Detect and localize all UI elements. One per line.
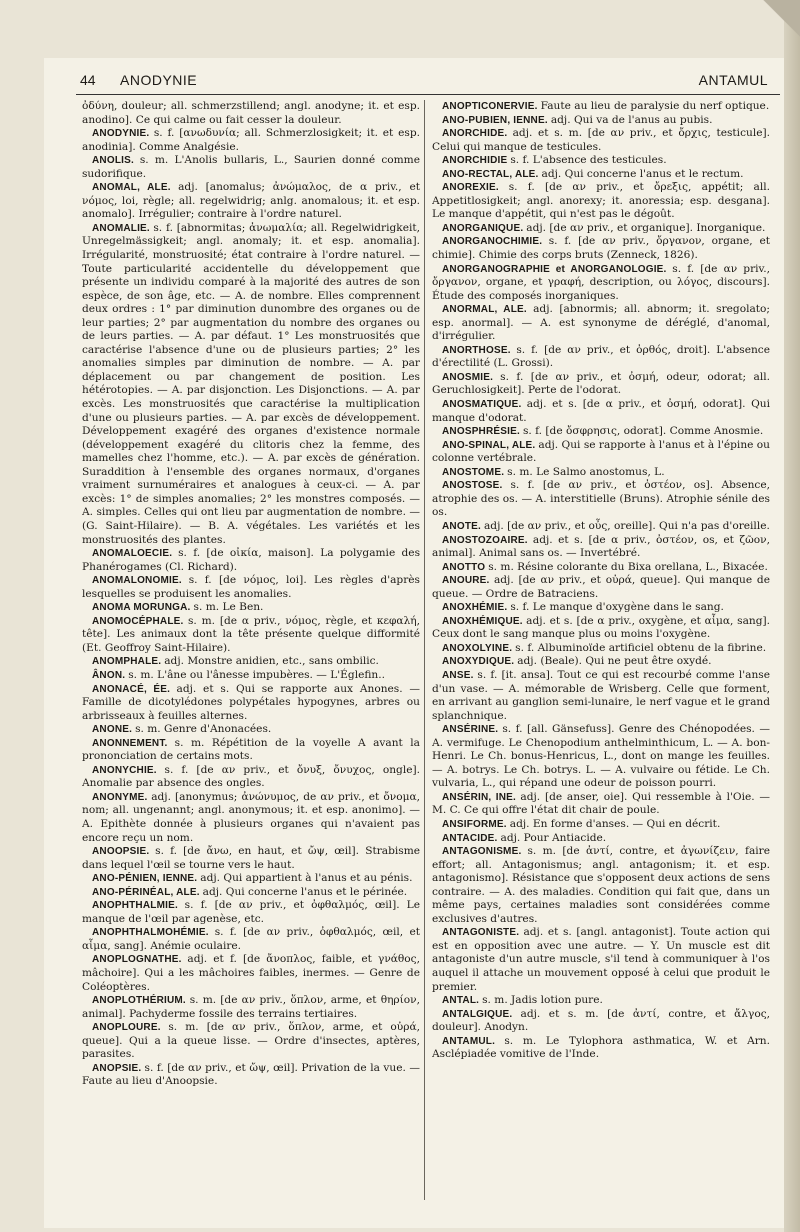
dictionary-entry bbox=[82, 655, 420, 669]
dictionary-entry bbox=[432, 832, 770, 846]
entry-headword: ANSE. bbox=[442, 669, 474, 681]
entry-text: s. f. [de αν priv., et ὀσμή, odeur, odorat; all. Geruchlosigkeit]. Perte de l'odorat. bbox=[432, 370, 770, 397]
entry-text: adj. et s. m. [de ἀντί, contre, et ἄλγος, douleur]. Anodyn. bbox=[432, 1007, 770, 1034]
entry-text: s. m. Résine colorante du Bixa orellana, L., Bixacée. bbox=[488, 560, 768, 573]
dictionary-entry bbox=[432, 263, 770, 304]
entry-headword: ANONNEMENT. bbox=[92, 737, 168, 749]
entry-text: s. f. [de αν priv., et ὄνυξ, ὄνυχος, ongle]. Anomalie par absence des ongles. bbox=[82, 763, 420, 790]
entry-headword: ANO-PÉNIEN, IENNE. bbox=[92, 873, 198, 885]
dictionary-entry bbox=[432, 425, 770, 439]
dictionary-entry bbox=[432, 845, 770, 926]
entry-text: adj. et s. m. [de αν priv., et ὄρχις, testicule]. Celui qui manque de testicules. bbox=[432, 127, 770, 153]
entry-headword: ANOMOCÉPHALE. bbox=[92, 615, 184, 627]
dictionary-entry bbox=[432, 723, 770, 791]
dictionary-entry bbox=[432, 1035, 770, 1062]
entry-text: s. m. Jadis lotion pure. bbox=[482, 994, 603, 1007]
dictionary-entry bbox=[82, 994, 420, 1021]
page-corner-shadow bbox=[740, 0, 800, 60]
dictionary-entry bbox=[82, 737, 420, 764]
dictionary-entry bbox=[82, 574, 420, 601]
entry-text: adj. et f. [de ἄνοπλος, faible, et γνάθος, mâchoire]. Qui a les mâchoires faibles, inermes. — Genre de Coléoptères. bbox=[82, 953, 420, 993]
entry-headword: ANSIFORME. bbox=[442, 818, 507, 830]
dictionary-entry bbox=[432, 655, 770, 669]
entry-headword: ANTAGONISME. bbox=[442, 846, 522, 858]
entry-headword: ANO-RECTAL, ALE. bbox=[442, 168, 539, 180]
page-number: 44 bbox=[80, 72, 96, 88]
running-head-left: ANODYNIE bbox=[120, 72, 198, 88]
entry-headword: ANOXYDIQUE. bbox=[442, 656, 515, 668]
entry-headword: ANOSMATIQUE. bbox=[442, 399, 522, 411]
entry-headword: ANTACIDE. bbox=[442, 832, 498, 844]
entry-headword: ANOPTICONERVIE. bbox=[442, 101, 538, 112]
dictionary-entry bbox=[82, 791, 420, 845]
entry-headword: ANOSMIE. bbox=[442, 371, 494, 383]
entry-text: s. m. Répétition de la voyelle A avant la prononciation de certains mots. bbox=[82, 736, 420, 763]
dictionary-entry bbox=[82, 872, 420, 886]
entry-text: s. f. [de αν priv., et ὤψ, œil]. Privation de la vue. — Faute au lieu d'Anoopsie. bbox=[82, 1061, 420, 1088]
dictionary-entry bbox=[82, 669, 420, 683]
entry-headword: ANOXOLYINE. bbox=[442, 642, 513, 654]
entry-text: s. m. Le Ben. bbox=[193, 601, 264, 614]
entry-headword: ANOPHTHALMIE. bbox=[92, 900, 178, 912]
entry-headword: ANORGANIQUE. bbox=[442, 222, 524, 234]
entry-text: adj. En forme d'anses. — Qui en décrit. bbox=[509, 817, 721, 830]
dictionary-entry bbox=[432, 100, 770, 114]
dictionary-entry bbox=[82, 127, 420, 154]
dictionary-entry bbox=[432, 168, 770, 182]
dictionary-entry bbox=[82, 926, 420, 953]
dictionary-entry bbox=[82, 154, 420, 181]
entry-text: adj. et s. Qui se rapporte aux Anones. — Famille de dicotylédones polypétales hypogynes, arbres ou arbrisseaux à feuilles alternes. bbox=[82, 682, 420, 722]
entry-text: s. f. Albuminoïde artificiel obtenu de la fibrine. bbox=[515, 641, 767, 654]
entry-text: s. f. [de αν priv., et ὀστέον, os]. Absence, atrophie des os. — A. interstitielle (Bruns). Atrophie sénile des os. bbox=[432, 479, 770, 519]
entry-text: s. f. L'absence des testicules. bbox=[510, 154, 667, 167]
entry-headword: ANTAGONISTE. bbox=[442, 927, 520, 939]
dictionary-entry bbox=[432, 479, 770, 520]
dictionary-entry bbox=[82, 1021, 420, 1062]
entry-text: s. m. [de ἀντί, contre, et ἀγωνίζειν, faire effort; all. Antagonismus; angl. antagonism; it. et esp. antagonismo]. Résistance que s'opposent deux actions de sens contraire. — A. des maladies. Condition qui fait que, dans un même pays, certaines maladies sont considérées comme exclusives d'autres. bbox=[432, 845, 770, 925]
entry-headword: ANOLIS. bbox=[92, 155, 134, 167]
entry-headword: ANOMALOECIE. bbox=[92, 548, 173, 560]
column-divider bbox=[424, 100, 425, 1200]
entry-headword: ANOPLOTHÉRIUM. bbox=[92, 995, 186, 1007]
dictionary-entry bbox=[82, 100, 420, 127]
dictionary-entry bbox=[82, 1062, 420, 1089]
entry-headword: ANOSPHRÉSIE. bbox=[442, 426, 520, 438]
entry-headword: ANOURE. bbox=[442, 575, 490, 587]
entry-text: s. f. [all. Gänsefuss]. Genre des Chénopodées. — A. vermifuge. Le Chenopodium anthelminthicum, L. — A. bon-Henri. Le Ch. bonus-Henricus, L., dont on mange les feuilles. — A. botrys. Le Ch. botrys. L. — A. vulvaire ou fétide. Le Ch. vulvaria, L., qui répand une odeur de poisson pourri. bbox=[432, 723, 770, 790]
entry-text: s. m. L'âne ou l'ânesse impubères. — L'Églefin.. bbox=[128, 668, 385, 681]
entry-text: s. f. [de αν priv., ὄργανον, organe, et γραφή, description, ou λόγος, discours]. Étude des composés inorganiques. bbox=[432, 262, 770, 302]
dictionary-entry bbox=[432, 371, 770, 398]
entry-headword: ANORCHIDE. bbox=[442, 128, 508, 140]
dictionary-entry bbox=[432, 926, 770, 994]
dictionary-entry bbox=[432, 181, 770, 222]
dictionary-entry bbox=[432, 615, 770, 642]
entry-headword: ANOMALIE. bbox=[92, 222, 150, 234]
dictionary-entry bbox=[432, 791, 770, 818]
entry-headword: ANTALGIQUE. bbox=[442, 1008, 513, 1020]
entry-text: s. m. Le Tylophora asthmatica, W. et Arn. Asclépiadée vomitive de l'Inde. bbox=[432, 1034, 770, 1061]
entry-text: s. f. [de ἄνω, en haut, et ὤψ, œil]. Strabisme dans lequel l'œil se tourne vers le haut. bbox=[82, 845, 420, 871]
dictionary-entry bbox=[432, 601, 770, 615]
entry-headword: ANOPSIE. bbox=[92, 1062, 142, 1074]
entry-headword: ANOPLOURE. bbox=[92, 1022, 161, 1034]
entry-text: adj. et s. [de α priv., ὀστέον, os, et ζῶον, animal]. Animal sans os. — Invertébré. bbox=[432, 533, 770, 560]
dictionary-entry bbox=[432, 439, 770, 466]
dictionary-entry bbox=[432, 669, 770, 723]
entry-headword: ANOMPHALE. bbox=[92, 656, 162, 668]
entry-text: adj. [abnormis; all. abnorm; it. sregolato; esp. anormal]. — A. est synonyme de déréglé, d'anomal, d'irrégulier. bbox=[432, 303, 770, 343]
dictionary-entry bbox=[432, 534, 770, 561]
entry-headword: ANOMA MORUNGA. bbox=[92, 602, 191, 614]
entry-headword: ANONYME. bbox=[92, 791, 148, 803]
entry-text: s. m. [de αν priv., ὅπλον, arme, et θηρίον, animal]. Pachyderme fossile des terrains tertiaires. bbox=[82, 994, 420, 1020]
entry-headword: ANOSTOZOAIRE. bbox=[442, 534, 528, 546]
entry-headword: ANOSTOME. bbox=[442, 466, 505, 478]
entry-text: adj. [anomalus; ἀνώμαλος, de α priv., et νόμος, loi, règle; all. regelwidrig; anlg. anomalous; it. et esp. anomalo]. Irrégulier; contraire à l'ordre naturel. bbox=[82, 181, 420, 221]
entry-text: s. f. Le manque d'oxygène dans le sang. bbox=[510, 601, 724, 614]
entry-headword: ÂNON. bbox=[92, 669, 126, 681]
entry-headword: ANOOPSIE. bbox=[92, 846, 150, 858]
entry-headword: ANSÉRINE. bbox=[442, 724, 499, 736]
entry-text: adj. et s. [angl. antagonist]. Toute action qui est en opposition avec une autre. — Y. Un muscle est dit antagoniste d'un autre muscle, s'il tend à communiquer à l'os auquel il attache un mouvement opposé à celui que produit le premier. bbox=[432, 926, 770, 993]
dictionary-entry bbox=[82, 222, 420, 547]
entry-text: adj. Qui concerne l'anus et le rectum. bbox=[541, 167, 744, 180]
entry-headword: ANOMALONOMIE. bbox=[92, 575, 182, 587]
dictionary-entry bbox=[82, 615, 420, 656]
entry-headword: ANTAL. bbox=[442, 995, 480, 1007]
dictionary-entry bbox=[82, 683, 420, 724]
dictionary-entry bbox=[432, 154, 770, 168]
dictionary-entry bbox=[432, 574, 770, 601]
dictionary-entry bbox=[432, 818, 770, 832]
entry-headword: ANOTTO bbox=[442, 561, 486, 573]
dictionary-entry bbox=[82, 764, 420, 791]
dictionary-entry bbox=[432, 114, 770, 128]
dictionary-entry bbox=[82, 845, 420, 872]
entry-text: Faute au lieu de paralysie du nerf optique. bbox=[540, 100, 770, 112]
entry-text: adj. Monstre anidien, etc., sans ombilic. bbox=[164, 655, 379, 668]
entry-headword: ANONYCHIE. bbox=[92, 764, 157, 776]
dictionary-entry bbox=[432, 466, 770, 480]
entry-text: s. f. [de αν priv., et ὀρθός, droit]. L'absence d'érectilité (L. Grossi). bbox=[432, 343, 770, 370]
entry-headword: ANORMAL, ALE. bbox=[442, 304, 527, 316]
book-edge bbox=[784, 0, 800, 1232]
entry-text: s. f. [ανωδυνία; all. Schmerzlosigkeit; it. et esp. anodinia]. Comme Analgésie. bbox=[82, 127, 420, 153]
entry-headword: ANO-SPINAL, ALE. bbox=[442, 439, 536, 451]
dictionary-entry bbox=[82, 181, 420, 222]
dictionary-entry bbox=[82, 601, 420, 615]
entry-headword: ANTAMUL. bbox=[442, 1035, 496, 1047]
entry-text: adj. Qui concerne l'anus et le périnée. bbox=[202, 885, 408, 898]
dictionary-entry bbox=[432, 235, 770, 262]
entry-text: s. f. [de οἰκία, maison]. La polygamie des Phanérogames (Cl. Richard). bbox=[82, 547, 420, 573]
entry-headword: ANOMAL, ALE. bbox=[92, 182, 171, 194]
dictionary-entry bbox=[432, 127, 770, 154]
entry-headword: ANOTE. bbox=[442, 520, 481, 532]
right-column bbox=[432, 100, 770, 1210]
dictionary-entry bbox=[82, 886, 420, 900]
entry-text: ὀδύνη, douleur; all. schmerzstillend; angl. anodyne; it. et esp. anodino]. Ce qui calme ou fait cesser la douleur. bbox=[82, 100, 420, 126]
dictionary-entry bbox=[82, 953, 420, 994]
entry-text: adj. [anonymus; ἀνώνυμος, de αν priv., et ὄνομα, nom; all. ungenannt; angl. anonymous; it. et esp. anonimo]. — A. Epithète donnée à plusieurs organes qui n'avaient pas encore reçu un nom. bbox=[82, 790, 420, 844]
entry-text: adj. Qui appartient à l'anus et au pénis. bbox=[200, 872, 413, 885]
entry-headword: ANORGANOCHIMIE. bbox=[442, 236, 543, 248]
dictionary-entry bbox=[432, 1008, 770, 1035]
dictionary-entry bbox=[432, 520, 770, 534]
dictionary-entry bbox=[82, 723, 420, 737]
dictionary-entry bbox=[82, 899, 420, 926]
entry-headword: ANONACÉ, ÉE. bbox=[92, 683, 171, 695]
running-head-right: ANTAMUL bbox=[698, 72, 768, 88]
entry-text: s. m. Genre d'Anonacées. bbox=[135, 723, 272, 736]
left-column bbox=[82, 100, 420, 1210]
entry-text: adj. Qui se rapporte à l'anus et à l'épine ou colonne vertébrale. bbox=[432, 438, 770, 465]
dictionary-entry bbox=[82, 547, 420, 574]
entry-text: adj. [de αν priv., et οὐρά, queue]. Qui manque de queue. — Ordre de Batraciens. bbox=[432, 574, 770, 600]
entry-text: s. f. [de αν priv., ὀφθαλμός, œil, et αἷμα, sang]. Anémie oculaire. bbox=[82, 926, 420, 952]
header-rule bbox=[76, 94, 780, 95]
entry-headword: ANOSTOSE. bbox=[442, 480, 503, 492]
entry-text: adj. [de αν priv., et organique]. Inorganique. bbox=[526, 221, 766, 234]
dictionary-entry bbox=[432, 222, 770, 236]
dictionary-entry bbox=[432, 994, 770, 1008]
entry-text: s. m. L'Anolis bullaris, L., Saurien donné comme sudorifique. bbox=[82, 154, 420, 180]
dictionary-entry bbox=[432, 344, 770, 371]
entry-text: s. f. [de ὄσφρησις, odorat]. Comme Anosmie. bbox=[522, 425, 764, 438]
dictionary-entry bbox=[432, 398, 770, 425]
entry-headword: ANOXHÉMIE. bbox=[442, 602, 508, 614]
entry-headword: ANORTHOSE. bbox=[442, 344, 511, 356]
entry-text: s. f. [de αν priv., ὄργανον, organe, et chimie]. Chimie des corps bruts (Zenneck, 1826). bbox=[432, 235, 770, 262]
entry-headword: ANSÉRIN, INE. bbox=[442, 791, 517, 803]
dictionary-entry bbox=[432, 303, 770, 344]
entry-headword: ANORCHIDIE bbox=[442, 155, 508, 167]
entry-text: adj. Pour Antiacide. bbox=[500, 831, 607, 844]
entry-text: s. m. Le Salmo anostomus, L. bbox=[507, 465, 665, 478]
entry-headword: ANORGANOGRAPHIE et ANORGANOLOGIE. bbox=[442, 263, 667, 275]
entry-text: s. f. [abnormitas; ἀνωμαλία; all. Regelwidrigkeit, Unregelmässigkeit; angl. anomaly; it. et esp. anomalia]. Irrégularité, monstruosité; état contraire à l'ordre naturel. — Toute particularité accidentelle du développement que présente un individu comparé à la majorité des autres de son espèce, de son âge, etc. — A. de nombre. Elles comprennent deux ordres : 1° par diminution dunombre des organes ou de leur parties; 2° par augmentation du nombre des organes ou de leurs parties. — A. par défaut. 1° Les monstruosités que caractérise l'absence d'une ou de plusieurs parties; 2° les anomalies simples par diminution de nombre. — A. par déplacement ou par changement de position. Les hétérotopies. — A. par disjonction. Les Disjonctions. — A. par excès. Les monstruosités que caractérise la multiplication d'une ou plusieurs parties. — A. par excès de développement. Développement exagéré des organes d'existence normale (développement exagéré du clitoris chez la femme, des mamelles chez l'homme, etc.). — A. par excès de génération. Suraddition à l'ensemble des organes normaux, d'organes vraiment surnuméraires et analogues à ceux-ci. — A. par excès: 1° de simples anomalies; 2° les monstres composés. — A. simples. Celles qui ont lieu par augmentation de nombre. — (G. Saint-Hilaire). — B. A. végétales. Les variétés et les monstruosités des plantes. bbox=[82, 221, 420, 546]
entry-text: adj. Qui va de l'anus au pubis. bbox=[550, 113, 713, 126]
entry-text: adj. (Beale). Qui ne peut être oxydé. bbox=[517, 655, 712, 668]
entry-headword: ANO-PUBIEN, IENNE. bbox=[442, 114, 548, 126]
dictionary-entry bbox=[432, 642, 770, 656]
entry-text: adj. et s. [de α priv., et ὀσμή, odorat]. Qui manque d'odorat. bbox=[432, 398, 770, 424]
entry-text: s. m. [de αν priv., ὅπλον, arme, et οὐρά, queue]. Qui a la queue lisse. — Ordre d'insectes, aptères, parasites. bbox=[82, 1021, 420, 1061]
entry-headword: ANONE. bbox=[92, 724, 133, 736]
page-header bbox=[80, 72, 780, 94]
entry-text: s. m. [de α priv., νόμος, règle, et κεφαλή, tête]. Les animaux dont la tête présente quelque difformité (Et. Geoffroy Saint-Hilaire). bbox=[82, 614, 420, 654]
entry-headword: ANOREXIE. bbox=[442, 182, 499, 194]
entry-text: s. f. [de νόμος, loi]. Les règles d'après lesquelles se produisent les anomalies. bbox=[82, 574, 420, 600]
entry-text: s. f. [it. ansa]. Tout ce qui est recourbé comme l'anse d'un vase. — A. mémorable de Wrisberg. Celle que forment, en arrivant au ganglion semi-lunaire, le nerf vague et le grand splanchnique. bbox=[432, 668, 770, 722]
entry-text: adj. [de αν priv., et οὖς, oreille]. Qui n'a pas d'oreille. bbox=[483, 519, 770, 532]
entry-headword: ANOXHÉMIQUE. bbox=[442, 615, 523, 627]
entry-headword: ANOPHTHALMOHÉMIE. bbox=[92, 927, 209, 939]
entry-text: adj. [de anser, oie]. Qui ressemble à l'Oie. — M. C. Ce qui offre l'état dit chair de poule. bbox=[432, 790, 770, 817]
entry-text: s. f. [de αν priv., et ὄρεξις, appétit; all. Appetitlosigkeit; angl. anorexy; it. anoressia; esp. desgana]. Le manque d'appétit, qui n'est pas le dégoût. bbox=[432, 181, 770, 221]
dictionary-entry bbox=[432, 561, 770, 575]
entry-text: s. f. [de αν priv., et ὀφθαλμός, œil]. Le manque de l'œil par agenèse, etc. bbox=[82, 899, 420, 925]
entry-headword: ANO-PÉRINÉAL, ALE. bbox=[92, 886, 200, 898]
entry-headword: ANODYNIE. bbox=[92, 128, 150, 140]
entry-headword: ANOPLOGNATHE. bbox=[92, 954, 182, 966]
entry-text: adj. et s. [de α priv., oxygène, et αἷμα, sang]. Ceux dont le sang manque plus ou moins l'oxygène. bbox=[432, 614, 770, 641]
